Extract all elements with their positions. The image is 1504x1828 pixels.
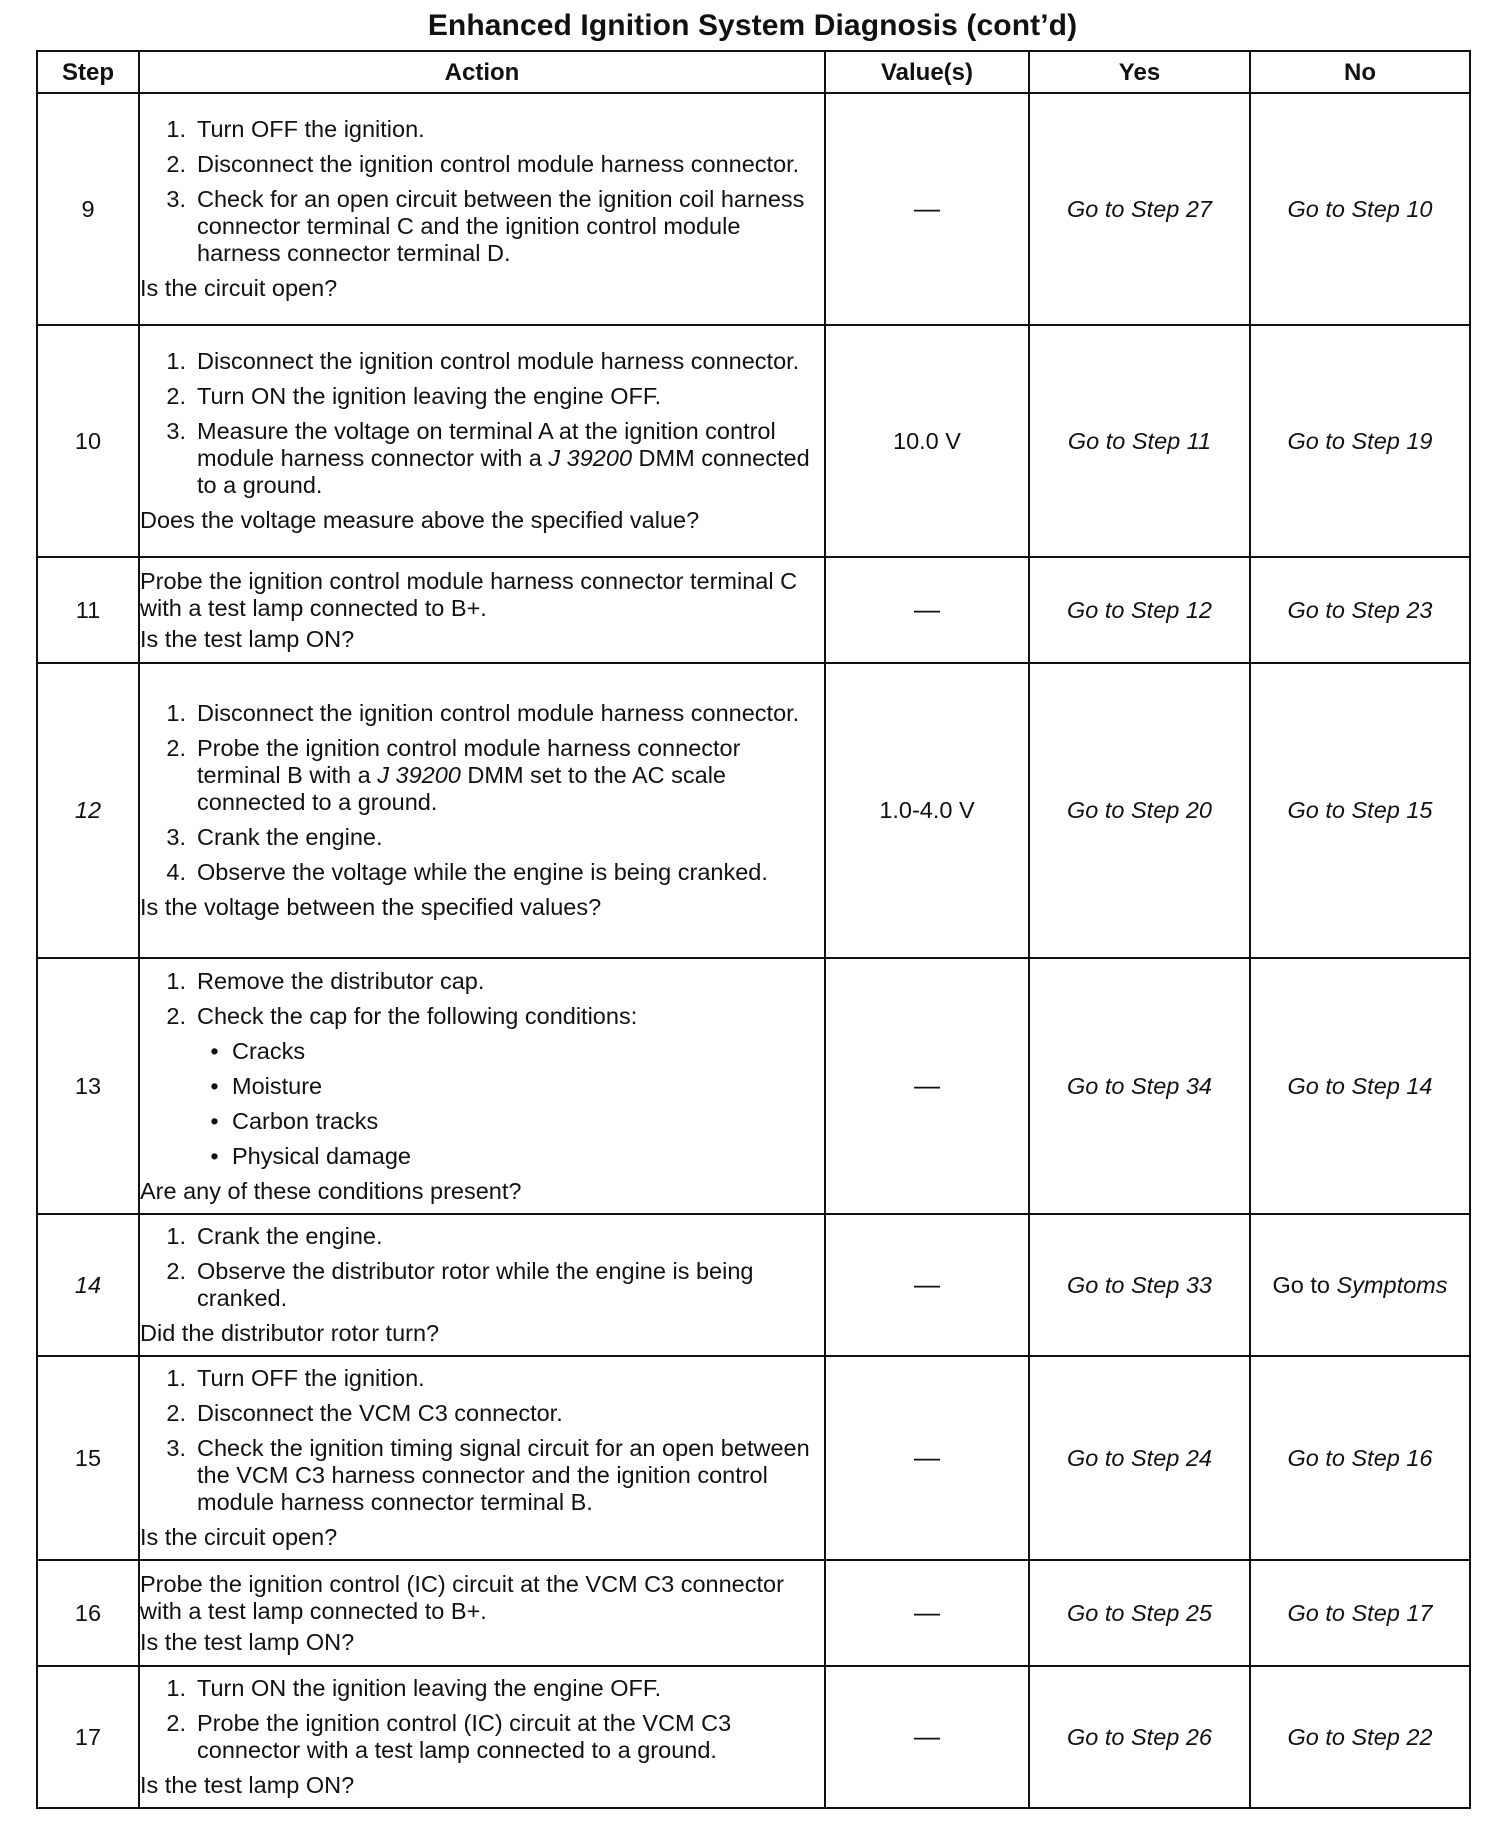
bullet-icon: • (210, 1072, 219, 1099)
action-item (140, 418, 824, 499)
item-number: 1. (166, 700, 186, 726)
yes-cell[interactable]: Go to Step 26 (1029, 1666, 1250, 1808)
step-number: 9 (37, 93, 139, 325)
item-number: 2. (166, 1710, 186, 1736)
action-item (140, 824, 824, 851)
item-number: 1. (166, 348, 186, 374)
yes-cell[interactable]: Go to Step 24 (1029, 1356, 1250, 1560)
item-text: Remove the distributor cap. (197, 967, 485, 994)
value-cell (825, 958, 1029, 1214)
value-cell (825, 557, 1029, 663)
item-text: Turn OFF the ignition. (197, 116, 425, 142)
item-text-part: Measure the voltage on terminal A at the ignition control module harness connector with a (197, 418, 776, 471)
no-cell[interactable]: Go to Step 22 (1250, 1666, 1470, 1808)
table-row-step-15 (37, 1356, 1470, 1560)
no-cell-text: Go to (1272, 1271, 1337, 1298)
step-number: 10 (37, 325, 139, 557)
table-row-step-10 (37, 325, 1470, 557)
value-cell (825, 1214, 1029, 1356)
value-cell: 10.0 V (825, 325, 1029, 557)
item-number: 2. (166, 1002, 186, 1029)
action-item (140, 348, 824, 375)
step-number: 17 (37, 1666, 139, 1808)
value-text: — (914, 1721, 940, 1751)
item-text: Turn OFF the ignition. (197, 1365, 425, 1391)
action-question: Is the circuit open? (140, 1524, 338, 1550)
bullet-text: Carbon tracks (232, 1107, 379, 1134)
no-cell[interactable]: Go to Step 14 (1250, 958, 1470, 1214)
item-text: Disconnect the ignition control module harness connector. (197, 151, 800, 177)
item-text (197, 735, 824, 816)
bullet-text: Physical damage (232, 1142, 411, 1169)
no-cell[interactable]: Go to Step 19 (1250, 325, 1470, 557)
table-row-step-17 (37, 1666, 1470, 1808)
yes-cell[interactable]: Go to Step 27 (1029, 93, 1250, 325)
action-item (140, 1675, 824, 1702)
action-paragraph: Probe the ignition control module harness connector terminal C with a test lamp connected to B+. (140, 567, 798, 621)
value-cell (825, 1666, 1029, 1808)
item-text: Turn ON the ignition leaving the engine OFF. (197, 383, 662, 409)
no-cell[interactable]: Go to Step 23 (1250, 557, 1470, 663)
action-item (140, 1400, 824, 1427)
item-number: 1. (166, 1365, 186, 1391)
value-text: — (914, 1070, 940, 1100)
action-item (140, 186, 824, 267)
item-number: 2. (166, 735, 186, 761)
action-question: Is the test lamp ON? (140, 625, 355, 652)
no-cell[interactable]: Go to Step 10 (1250, 93, 1470, 325)
action-item (140, 1435, 824, 1516)
action-item (140, 1003, 824, 1030)
step-number: 14 (37, 1214, 139, 1356)
action-cell (139, 1356, 825, 1560)
action-cell (139, 93, 825, 325)
table-row-step-12 (37, 663, 1470, 958)
step-number: 15 (37, 1356, 139, 1560)
action-cell (139, 325, 825, 557)
action-cell (139, 1666, 825, 1808)
item-number: 1. (166, 1675, 186, 1701)
item-number: 2. (166, 383, 186, 409)
table-row-step-11 (37, 557, 1470, 663)
action-item (140, 1258, 824, 1312)
item-text: Turn ON the ignition leaving the engine OFF. (197, 1675, 662, 1701)
item-text: Disconnect the ignition control module harness connector. (197, 348, 800, 374)
value-text: — (914, 594, 940, 624)
action-item (140, 116, 824, 143)
yes-cell[interactable]: Go to Step 20 (1029, 663, 1250, 958)
item-text: Check the cap for the following conditions: (197, 1002, 638, 1029)
item-number: 3. (166, 418, 186, 444)
bullet-text: Moisture (232, 1072, 323, 1099)
bullet-item (140, 1038, 824, 1065)
action-item (140, 968, 824, 995)
action-item (140, 735, 824, 816)
item-text-part: DMM set to the AC scale connected to a ground. (197, 762, 726, 815)
item-text: Observe the voltage while the engine is being cranked. (197, 859, 768, 885)
value-cell (825, 93, 1029, 325)
bullet-item (140, 1073, 824, 1100)
value-text: — (914, 1597, 940, 1627)
item-number: 2. (166, 1400, 186, 1426)
item-number: 2. (166, 151, 186, 177)
no-cell[interactable]: Go to Step 15 (1250, 663, 1470, 958)
item-number: 3. (166, 824, 186, 850)
action-question: Are any of these conditions present? (140, 1177, 522, 1204)
action-item (140, 1223, 824, 1250)
value-text: — (914, 1269, 940, 1299)
action-question: Did the distributor rotor turn? (140, 1320, 440, 1346)
step-number: 11 (37, 557, 139, 663)
item-text: Observe the distributor rotor while the engine is being cranked. (197, 1258, 754, 1311)
action-paragraph: Probe the ignition control (IC) circuit at the VCM C3 connector with a test lamp connected to B+. (140, 1570, 784, 1624)
bullet-icon: • (210, 1107, 219, 1134)
table-header-row (37, 51, 1470, 93)
bullet-item (140, 1108, 824, 1135)
item-text: Crank the engine. (197, 824, 383, 850)
item-text (197, 418, 824, 499)
value-text: — (914, 193, 940, 223)
no-cell[interactable]: Go to Step 16 (1250, 1356, 1470, 1560)
action-question: Is the voltage between the specified values? (140, 894, 602, 920)
item-number: 3. (166, 186, 186, 212)
yes-cell[interactable]: Go to Step 34 (1029, 958, 1250, 1214)
item-text: Probe the ignition control (IC) circuit at the VCM C3 connector with a test lamp connected to a ground. (197, 1710, 732, 1763)
step-number: 13 (37, 958, 139, 1214)
header-yes: Yes (1029, 51, 1250, 93)
yes-cell[interactable]: Go to Step 11 (1029, 325, 1250, 557)
item-number: 2. (166, 1258, 186, 1284)
action-question: Is the test lamp ON? (140, 1772, 355, 1798)
no-cell[interactable]: Go to Step 17 (1250, 1560, 1470, 1666)
bullet-text: Cracks (232, 1037, 306, 1064)
diagnosis-table (36, 50, 1471, 1809)
action-cell (139, 1214, 825, 1356)
table-row-step-9 (37, 93, 1470, 325)
action-item (140, 1365, 824, 1392)
value-cell (825, 1560, 1029, 1666)
item-number: 4. (166, 859, 186, 885)
item-number: 1. (166, 1223, 186, 1249)
table-row-step-16 (37, 1560, 1470, 1666)
action-item (140, 1710, 824, 1764)
step-number: 12 (37, 663, 139, 958)
action-question: Is the test lamp ON? (140, 1628, 355, 1655)
no-cell[interactable] (1250, 1214, 1470, 1356)
item-text: Disconnect the ignition control module harness connector. (197, 700, 800, 726)
item-number: 3. (166, 1435, 186, 1461)
step-number: 16 (37, 1560, 139, 1666)
tool-reference: J 39200 (377, 762, 461, 788)
table-row-step-14 (37, 1214, 1470, 1356)
header-no: No (1250, 51, 1470, 93)
action-item (140, 383, 824, 410)
yes-cell[interactable]: Go to Step 33 (1029, 1214, 1250, 1356)
item-text-part: Probe the ignition control module harness connector terminal B with a (197, 735, 741, 788)
action-cell (139, 557, 825, 663)
yes-cell[interactable]: Go to Step 25 (1029, 1560, 1250, 1666)
action-item (140, 859, 824, 886)
page-title: Enhanced Ignition System Diagnosis (cont’d) (427, 9, 1078, 42)
item-text: Crank the engine. (197, 1223, 383, 1249)
action-item (140, 151, 824, 178)
item-text: Check for an open circuit between the ignition coil harness connector terminal C and the ignition control module harness connector terminal D. (197, 186, 805, 266)
value-cell: 1.0-4.0 V (825, 663, 1029, 958)
header-value: Value(s) (825, 51, 1029, 93)
value-cell (825, 1356, 1029, 1560)
item-number: 1. (166, 116, 186, 142)
header-action: Action (139, 51, 825, 93)
bullet-icon: • (210, 1142, 219, 1169)
action-cell (139, 1560, 825, 1666)
symptoms-link[interactable]: Symptoms (1336, 1271, 1448, 1298)
action-cell (139, 663, 825, 958)
item-text: Check the ignition timing signal circuit for an open between the VCM C3 harness connector and the ignition control module harness connector terminal B. (197, 1435, 810, 1515)
bullet-item (140, 1143, 824, 1170)
item-text: Disconnect the VCM C3 connector. (197, 1400, 563, 1426)
item-number: 1. (166, 967, 186, 994)
action-question: Does the voltage measure above the specified value? (140, 507, 700, 533)
action-question: Is the circuit open? (140, 275, 338, 301)
action-cell (139, 958, 825, 1214)
header-step: Step (37, 51, 139, 93)
tool-reference: J 39200 (548, 445, 633, 471)
item-text-part: DMM connected to a ground. (197, 445, 810, 498)
bullet-icon: • (210, 1037, 219, 1064)
value-text: — (914, 1442, 940, 1472)
action-item (140, 700, 824, 727)
yes-cell[interactable]: Go to Step 12 (1029, 557, 1250, 663)
table-row-step-13 (37, 958, 1470, 1214)
